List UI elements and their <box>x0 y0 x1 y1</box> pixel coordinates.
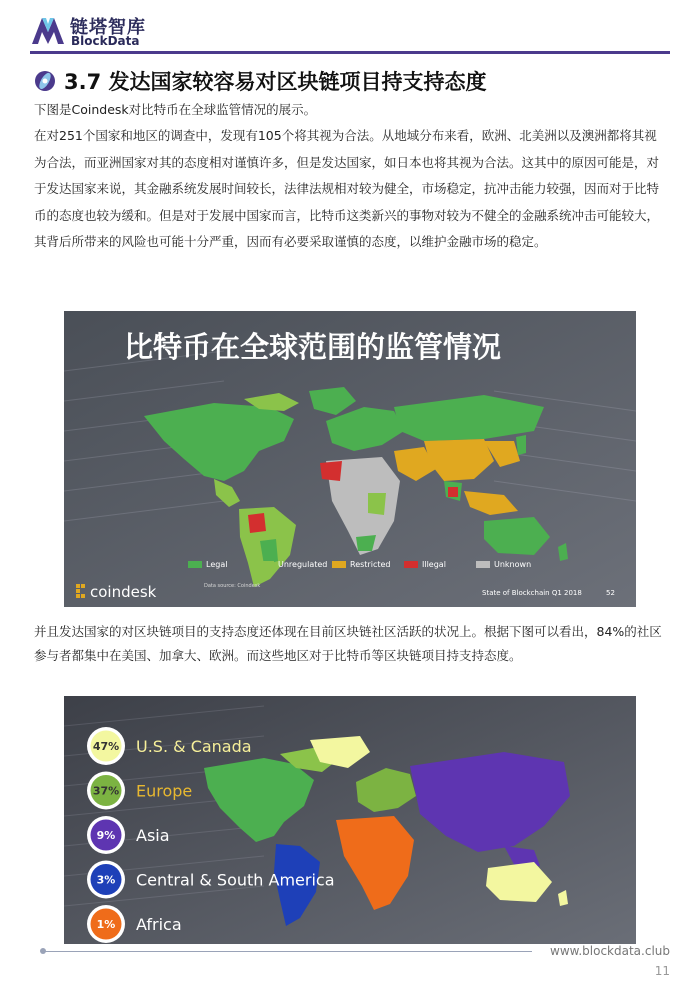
section-heading <box>34 66 487 96</box>
community-distribution-map-image <box>64 696 636 944</box>
map1-title: 比特币在全球范围的监管情况 <box>124 330 502 364</box>
logo-english-name: BlockData <box>71 34 140 48</box>
map1-page-number: 52 <box>606 589 615 597</box>
page-header <box>0 0 700 58</box>
section-title: 3.7 发达国家较容易对区块链项目持支持态度 <box>64 70 487 94</box>
header-divider <box>30 51 670 54</box>
legend-swatch-unknown <box>476 561 490 568</box>
svg-text:Data source: Coindesk: Data source: Coindesk <box>204 583 261 589</box>
legend-swatch-unregulated <box>260 561 274 568</box>
legend-percentage: 1% <box>96 918 116 931</box>
section-bullet-icon <box>34 70 56 92</box>
logo-chinese-name: 链塔智库 <box>70 17 146 38</box>
coindesk-brand-text: coindesk <box>90 583 157 601</box>
legend-label-legal: Legal <box>206 560 228 569</box>
page-number: 11 <box>654 964 670 978</box>
community-map-graphic <box>64 696 636 944</box>
legend-percentage: 3% <box>96 873 116 887</box>
legend-swatch-restricted <box>332 561 346 568</box>
legend-region-label: Europe <box>136 781 193 801</box>
blockdata-logo-icon <box>30 14 66 46</box>
legend-swatch-legal <box>188 561 202 568</box>
regulation-map-graphic <box>64 311 636 607</box>
legend-swatch-illegal <box>404 561 418 568</box>
footer-divider <box>42 951 532 952</box>
legend-region-label: U.S. & Canada <box>136 737 252 756</box>
legend-region-label: Africa <box>136 915 182 934</box>
legend-region-label: Asia <box>136 826 170 845</box>
legend-percentage: 47% <box>92 740 120 753</box>
community-paragraph: 并且发达国家的对区块链项目的支持态度还体现在目前区块链社区活跃的状况上。根据下图可以看出，84%的社区参与者都集中在美国、加拿大、欧洲。而这些地区对于比特币等区块链项目持支持态度。 <box>34 624 662 663</box>
legend-label-unknown: Unknown <box>494 560 532 569</box>
map1-footer-note: State of Blockchain Q1 2018 <box>482 589 582 597</box>
intro-paragraph: 下图是Coindesk对比特币在全球监管情况的展示。 <box>34 102 317 117</box>
legend-percentage: 37% <box>92 784 120 798</box>
legend-label-restricted: Restricted <box>350 560 391 569</box>
bitcoin-regulation-map-image <box>64 311 636 607</box>
analysis-paragraph: 在对251个国家和地区的调查中，发现有105个将其视为合法。从地域分布来看，欧洲、北美洲以及澳洲都将其视为合法，而亚洲国家对其的态度相对谨慎许多，但是发达国家，如日本也将其视为合法。这其中的原因可能是，对于发达国家来说，其金融系统发展时间较长，法律法规相对较为健全，市场稳定，抗冲击能力较强，因而对于比特币的态度也较为缓和。但是对于发展中国家而言，比特币这类新兴的事物对较为不健全的金融系统冲击可能较大，其背后所带来的风险也可能十分严重，因而有必要采取谨慎的态度，以维护金融市场的稳定。 <box>34 128 660 249</box>
legend-region-label: Central & South America <box>136 870 335 890</box>
legend-percentage: 9% <box>96 829 116 842</box>
footer-website[interactable]: www.blockdata.club <box>550 944 670 958</box>
legend-label-illegal: Illegal <box>422 560 446 569</box>
legend-label-unregulated: Unregulated <box>278 560 328 569</box>
